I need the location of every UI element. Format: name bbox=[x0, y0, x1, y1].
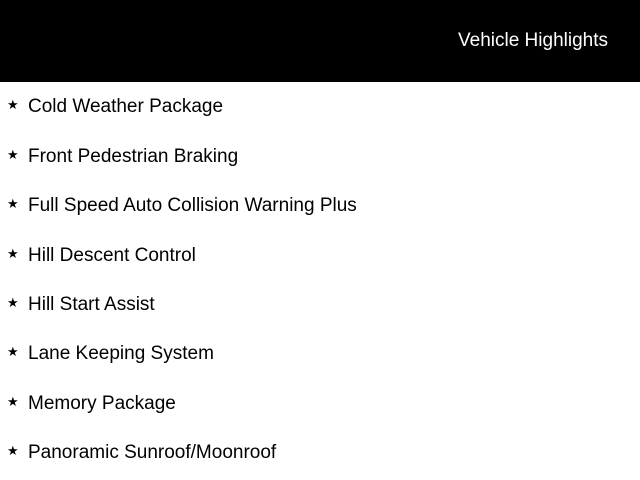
highlight-label: Front Pedestrian Braking bbox=[28, 146, 239, 167]
star-icon: ★ bbox=[7, 147, 19, 162]
page-title: Vehicle Highlights bbox=[458, 30, 608, 51]
highlight-label: Hill Start Assist bbox=[28, 294, 155, 315]
star-icon: ★ bbox=[7, 344, 19, 359]
list-item bbox=[0, 441, 640, 465]
highlights-header bbox=[0, 0, 640, 82]
highlight-label: Full Speed Auto Collision Warning Plus bbox=[28, 195, 357, 216]
star-icon: ★ bbox=[7, 295, 19, 310]
star-icon: ★ bbox=[7, 394, 19, 409]
star-icon: ★ bbox=[7, 196, 19, 211]
highlight-label: Panoramic Sunroof/Moonroof bbox=[28, 442, 277, 463]
highlight-label: Hill Descent Control bbox=[28, 245, 196, 266]
highlight-label: Lane Keeping System bbox=[28, 343, 214, 364]
highlight-label: Memory Package bbox=[28, 393, 176, 414]
list-item bbox=[0, 293, 640, 317]
list-item bbox=[0, 194, 640, 218]
highlight-label: Cold Weather Package bbox=[28, 96, 224, 117]
star-icon: ★ bbox=[7, 97, 19, 112]
star-icon: ★ bbox=[7, 246, 19, 261]
list-item bbox=[0, 145, 640, 169]
list-item bbox=[0, 392, 640, 416]
star-icon: ★ bbox=[7, 443, 19, 458]
list-item bbox=[0, 244, 640, 268]
highlights-list bbox=[0, 82, 640, 480]
list-item bbox=[0, 95, 640, 119]
list-item bbox=[0, 342, 640, 366]
